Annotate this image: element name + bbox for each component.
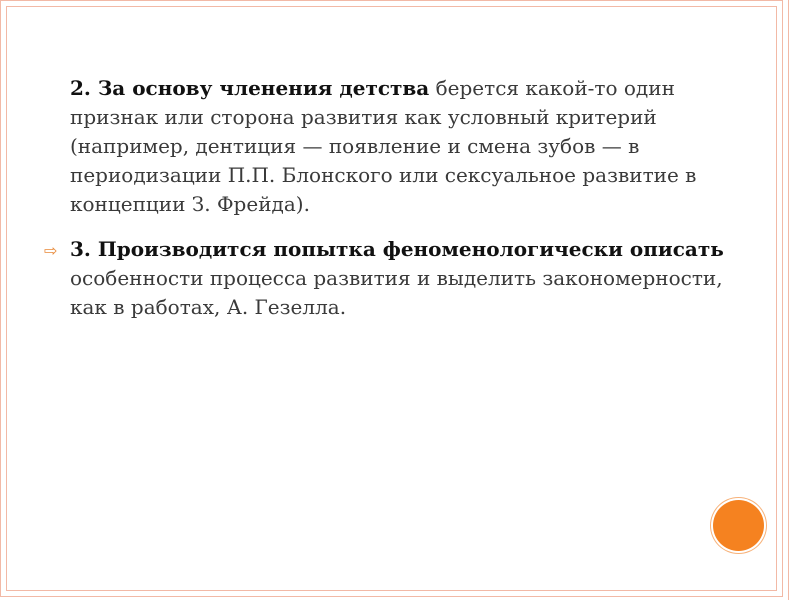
point-2-text: берется какой-то один признак или сторона развития как условный критерий (например, дентиция — появление и смена зубов — в периодизации П.П. Блонского или сексуальное развитие в концепции З. Фрейда). bbox=[70, 76, 697, 216]
slide-frame-right-line bbox=[788, 0, 789, 600]
point-3-paragraph bbox=[70, 235, 730, 322]
arrow-bullet-icon: ⇨ bbox=[44, 241, 58, 260]
orange-circle-ornament bbox=[713, 500, 764, 551]
point-2-lead: 2. За основу членения детства bbox=[70, 76, 430, 100]
slide-body bbox=[70, 74, 730, 322]
point-3-lead: 3. Производится попытка феноменологически описать bbox=[70, 237, 724, 261]
point-3-text: особенности процесса развития и выделить закономерности, как в работах, А. Гезелла. bbox=[70, 266, 723, 319]
point-2-paragraph bbox=[70, 74, 730, 219]
